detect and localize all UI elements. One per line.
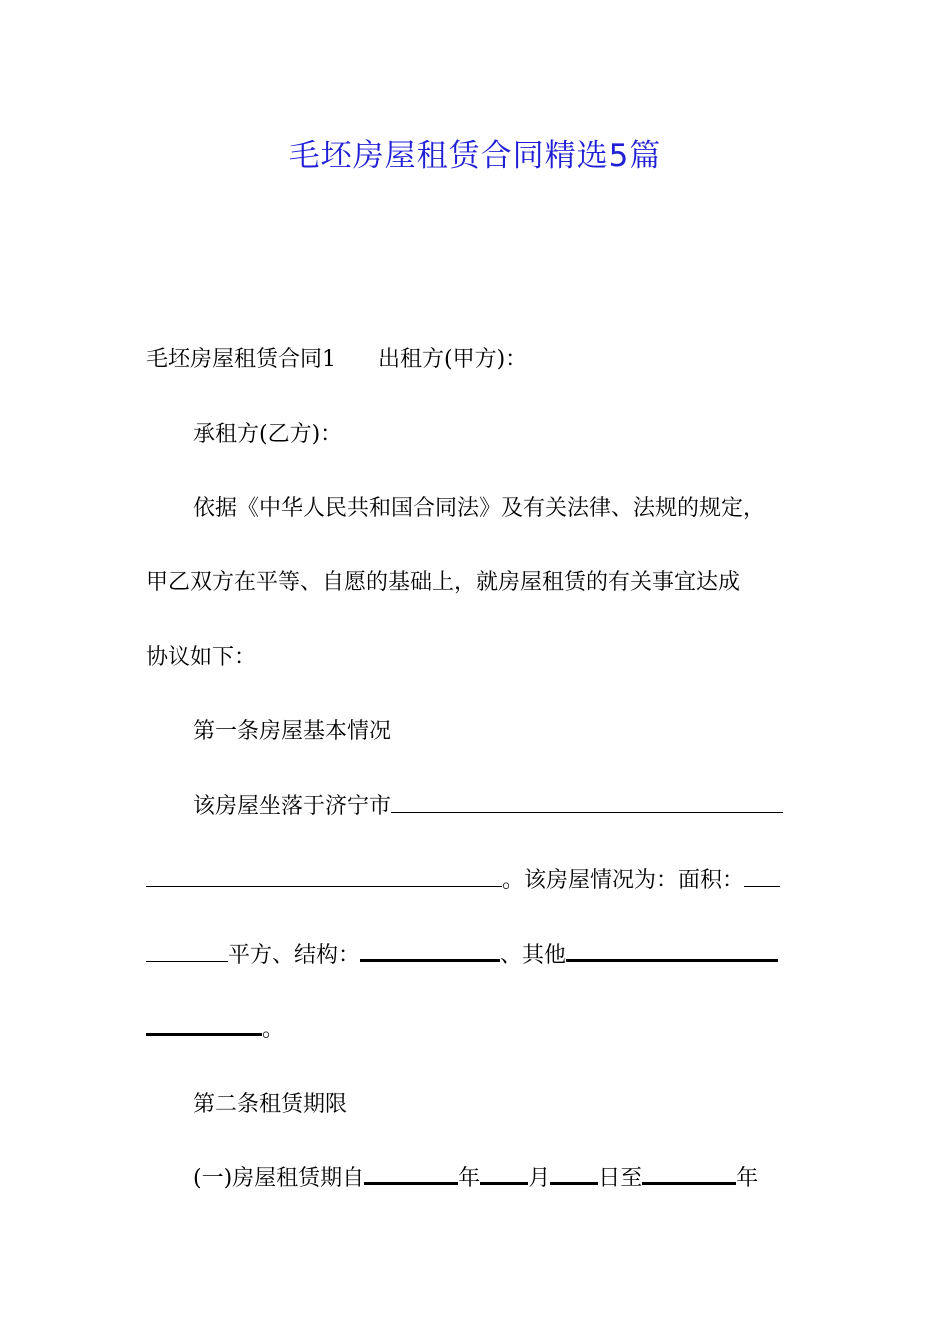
year-label: 年 [458, 1166, 481, 1191]
month-label: 月 [528, 1166, 551, 1191]
area-blank-continued[interactable] [146, 941, 228, 962]
article-2-heading [193, 1090, 347, 1120]
article-heading: 第二条租赁期限 [193, 1092, 348, 1117]
other-blank-continued[interactable] [146, 1015, 262, 1036]
lessee-label: 承租方(乙方)： [193, 422, 343, 447]
lessee-line [193, 420, 342, 450]
area-blank[interactable] [744, 866, 780, 887]
contract-number: 毛坯房屋租赁合同1 [146, 347, 336, 372]
lease-period-label: (一)房屋租赁期自 [193, 1166, 365, 1191]
structure-blank[interactable] [360, 941, 500, 962]
start-month-blank[interactable] [480, 1164, 528, 1185]
start-year-blank[interactable] [364, 1164, 458, 1185]
structure-line [146, 941, 778, 971]
lessor-label: 出租方(甲方)： [378, 347, 528, 372]
basis-paragraph-line-1 [193, 494, 765, 524]
contract-heading-line [146, 345, 527, 375]
basis-paragraph-line-3 [146, 643, 256, 673]
other-label: 、其他 [500, 943, 567, 968]
paragraph-text: 依据《中华人民共和国合同法》及有关法律、法规的规定， [193, 496, 766, 521]
lease-period-line [193, 1164, 758, 1194]
basis-paragraph-line-2 [146, 568, 740, 598]
article-1-heading [193, 717, 391, 747]
document-title: 毛坯房屋租赁合同精选5篇 [288, 138, 662, 174]
location-line [193, 792, 783, 822]
paragraph-text: 甲乙双方在平等、自愿的基础上，就房屋租赁的有关事宜达成 [146, 570, 741, 595]
end-year-blank[interactable] [642, 1164, 736, 1185]
period-mark: 。 [262, 1017, 285, 1042]
day-to-label: 日至 [598, 1166, 643, 1191]
year-label: 年 [736, 1166, 759, 1191]
area-label: 。该房屋情况为：面积： [502, 868, 745, 893]
location-label: 该房屋坐落于济宁市 [193, 794, 392, 819]
article-heading: 第一条房屋基本情况 [193, 719, 392, 744]
start-day-blank[interactable] [550, 1164, 598, 1185]
location-blank[interactable] [391, 792, 783, 813]
area-line [146, 866, 780, 896]
other-line-continued [146, 1015, 284, 1045]
other-blank[interactable] [566, 941, 778, 962]
location-blank-continued[interactable] [146, 866, 502, 887]
structure-label: 平方、结构： [228, 943, 361, 968]
paragraph-text: 协议如下： [146, 645, 257, 670]
